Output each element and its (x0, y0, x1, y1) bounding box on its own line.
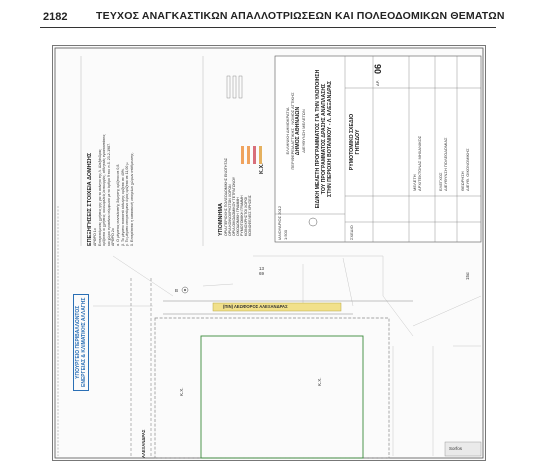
notes-block (87, 134, 134, 246)
legend-kx-label: Κ.Χ. (259, 163, 265, 174)
side-number: 15α (465, 272, 470, 280)
study-title-line: ΣΤΗΝ ΠΕΡΙΟΧΗ ΒΟΤΑΝΙΚΟΥ - Λ. ΑΛΕΞΑΝΔΡΑΣ (327, 80, 333, 198)
header-rule (40, 27, 496, 28)
sheet-label: ΣΧΕΔΙΟ (349, 225, 354, 240)
drawing-number: 06 (373, 63, 383, 74)
block-number-top: 13 (259, 266, 265, 271)
col-3-heading: ΘΕΩΡΗΣΗ (460, 171, 465, 191)
page-number: 2182 (43, 11, 68, 23)
note-line: ΑΡΘΡΟ 1ο (93, 228, 97, 246)
drawing-date: ΙΑΝΟΥΑΡΙΟΣ 2012 (277, 205, 282, 240)
col-2-block (438, 91, 448, 191)
legend-item: ΚΟΙΝΟΧΡΗΣΤΟΙ ΧΩΡΟΙ (244, 196, 248, 236)
urban-plan-drawing (52, 45, 486, 461)
col-1-heading: ΜΕΛΕΤΗ (412, 174, 417, 191)
study-title (315, 64, 333, 214)
note-line: δ. Επιτρέπεται η κατασκευή υπογείων χώρων στάθμευσης. (129, 152, 134, 246)
drawing-sub: ΓΗΠΕΔΟΥ (355, 129, 361, 155)
state-name: ΕΛΛΗΝΙΚΗ ΔΗΜΟΚΡΑΤΙΑ (285, 107, 290, 155)
block-number (259, 266, 264, 276)
col-3-block (460, 91, 470, 191)
block-number-bottom: 69 (259, 271, 265, 276)
legend-item: ΚΟΙΝΩΦΕΛΕΙΣ ΧΡΗΣΕΙΣ (248, 195, 252, 236)
region-name: ΠΕΡΙΦΕΡΕΙΑ ΑΤΤΙΚΗΣ · ΝΟΜΟΣ ΑΤΤΙΚΗΣ (290, 92, 295, 170)
drawing-number-label: ΑΡ. (375, 80, 380, 86)
ministry-line: ΕΝΕΡΓΕΙΑΣ & ΚΛΙΜΑΤΙΚΗΣ ΑΛΛΑΓΗΣ (81, 297, 87, 387)
legend-item: ΟΡΙΑ ΟΙΚΟΔΟΜΙΚΟΥ ΤΕΤΡΑΓΩΝΟΥ (232, 176, 236, 236)
department-name: ΔΙΕΥΘΥΝΣΗ ΜΕΛΕΤΩΝ (301, 109, 306, 153)
col-1-block (412, 91, 422, 191)
legend-item: ΟΡΙΑ ΚΟΙΝΟΧΡΗΣΤΩΝ ΧΩΡΩΝ (228, 184, 232, 236)
kx-label-left: Κ.Χ. (179, 387, 184, 396)
municipality-name: ΔΗΜΟΣ ΑΘΗΝΑΙΩΝ (295, 106, 301, 156)
note-line: και χώροι πρασίνου σύμφωνα με το άρθρο 9 του π.δ. 23-2-1987. (106, 142, 111, 246)
drawing-scale: 1:500 (283, 229, 288, 240)
ministry-stamp (73, 294, 89, 391)
note-line: β. Το μέγιστο ποσοστό κάλυψης ορίζεται σε 40%. (120, 167, 125, 246)
drawing-name (349, 92, 361, 192)
street-label-main: (ΠΙΝ) ΛΕΩΦΟΡΟΣ ΑΛΕΞΑΝΔΡΑΣ (223, 304, 288, 309)
study-title-line: ΤΟΥ ΠΡΟΓΡΑΜΜΑΤΟΣ ΔΡΑΣΗΣ ΑΝΑΠΛΑΣΗΣ (321, 83, 327, 195)
street-label-bottom: Sorfos (449, 446, 463, 451)
col-2-heading: ΕΛΕΓΧΟΣ (438, 172, 443, 191)
legend-item: ΡΥΜΟΤΟΜΙΚΗ ΓΡΑΜΜΗ (240, 195, 244, 236)
lot-label: Β (175, 288, 179, 293)
legend (218, 158, 252, 236)
ministry-line: ΥΠΟΥΡΓΕΙΟ ΠΕΡΙΒΑΛΛΟΝΤΟΣ (75, 305, 81, 379)
note-line: Επιτρεπόμενες χρήσεις γης για το ακίνητο της Λ. Αλεξάνδρας (97, 149, 102, 246)
supervisors: ΔΙΕΥΘΥΝΣΗ ΠΟΛΕΟΔΟΜΙΑΣ (443, 137, 448, 191)
page-header (0, 0, 534, 30)
note-line: γ. Το μέγιστο επιτρεπόμενο ύψος ορίζεται σε 11,00 μ. (125, 161, 130, 246)
note-line: ορίζονται οι χρήσεις: κοινωφελείς λειτουργίες, αθλητικές εγκαταστάσεις (102, 134, 107, 246)
note-line: α. Ο μέγιστος συντελεστής δόμησης ορίζεται σε 0,8. (115, 163, 120, 246)
drawing-label: ΡΥΜΟΤΟΜΙΚΟ ΣΧΕΔΙΟ (349, 113, 355, 171)
legend-item: ΟΡΙΑ ΠΕΡΙΟΧΗΣ ΠΟΛΕΟΔΟΜΙΚΗΣ ΕΝΟΤΗΤΑΣ (224, 157, 228, 236)
gazette-title: ΤΕΥΧΟΣ ΑΝΑΓΚΑΣΤΙΚΩΝ ΑΠΑΛΛΟΤΡΙΩΣΕΩΝ ΚΑΙ ΠΟΛΕΟΔΟΜΙΚΩΝ ΘΕΜΑΤΩΝ (96, 10, 505, 22)
kx-label-right: Κ.Χ. (317, 377, 322, 386)
title-block-header (285, 66, 306, 196)
street-label-side: ΑΛΕΞΑΝΔΡΑΣ (141, 429, 146, 458)
notes-title: ΕΠΕΞΗΓΗΣΕΙΣ ΣΤΟΙΧΕΙΑ ΔΟΜΗΣΗΣ (87, 152, 93, 246)
designers: ΑΡΧΙΤΕΚΤΟΝΑΣ ΜΗΧΑΝΙΚΟΣ (417, 135, 422, 191)
legend-title: ΥΠΟΜΝΗΜΑ (218, 203, 224, 236)
legend-item: ΟΙΚΟΔΟΜΙΚΗ ΓΡΑΜΜΗ (236, 197, 240, 236)
note-line: ΑΡΘΡΟ 2ο (111, 228, 116, 246)
study-title-line: ΕΙΔΙΚΗ ΜΕΛΕΤΗ ΠΡΟΓΡΑΜΜΑΤΟΣ ΓΙΑ ΤΗΝ ΥΛΟΠΟΙΗΣΗ (315, 69, 321, 209)
reviewers: ΔΙΕΥΘ. ΟΙΚΟΝΟΜΙΚΗΣ (465, 148, 470, 191)
